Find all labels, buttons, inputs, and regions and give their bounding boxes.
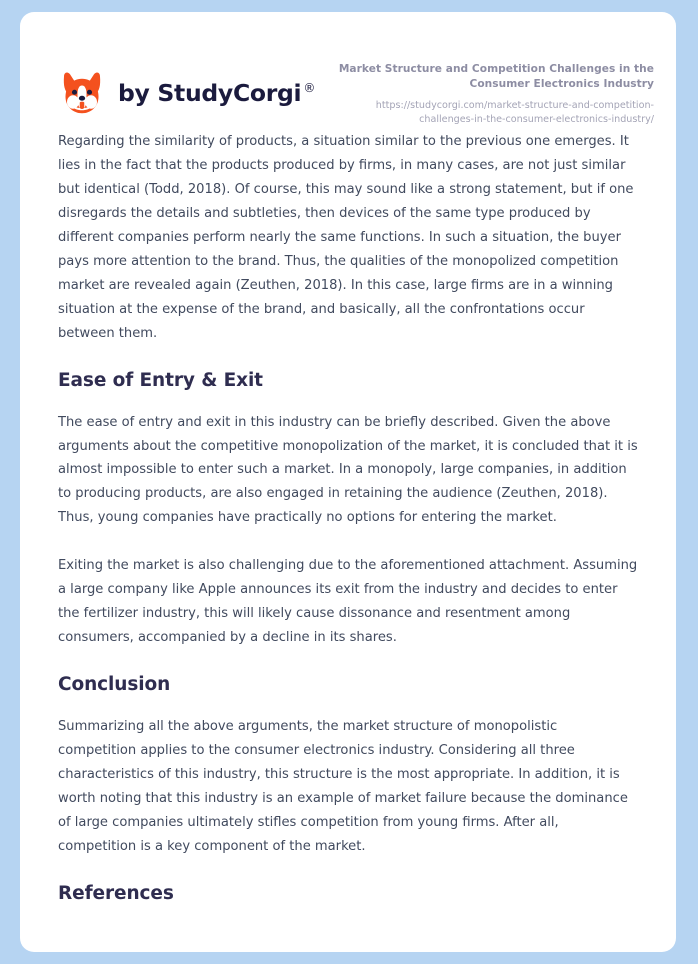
corgi-logo-icon [58,69,106,117]
paragraph-entry: The ease of entry and exit in this industry can be briefly described. Given the above arguments about the competitive monopolization of the market, it is concluded that it is almost impossible to enter such a market. In a monopoly, large companies, in addition to producing products, are also engaged in retaining the audience (Zeuthen, 2018). Thus, young companies have practically no options for entering the market. [58,414,638,526]
header-metadata [334,60,654,127]
brand-wordmark-text: by StudyCorgi [118,79,302,107]
brand-lockup[interactable] [58,69,315,117]
document-title: Market Structure and Competition Challenges in the Consumer Electronics Industry [338,62,654,90]
heading-ease-of-entry-exit: Ease of Entry & Exit [58,369,263,391]
document-body [20,130,676,904]
registered-trademark-icon: ® [303,81,316,96]
heading-conclusion: Conclusion [58,674,171,696]
document-source-url[interactable]: https://studycorgi.com/market-structure-and-competition-challenges-in-the-consumer-electronics-industry/ [375,99,654,125]
document-header [20,12,676,130]
paragraph-conclusion: Summarizing all the above arguments, the market structure of monopolistic competition applies to the consumer electronics industry. Considering all three characteristics of this industry, this structure is the most appropriate. In addition, it is worth noting that this industry is an example of market failure because the dominance of large companies ultimately stifles competition from young firms. After all, competition is a key component of the market. [58,719,628,854]
heading-references: References [58,882,174,904]
document-page-card [20,12,676,952]
paragraph-similarity: Regarding the similarity of products, a situation similar to the previous one emerges. It lies in the fact that the products produced by firms, in many cases, are not just similar but identical (Todd, 2018). Of course, this may sound like a strong statement, but if one disregards the details and subtleties, then devices of the same type produced by different companies perform nearly the same functions. In such a situation, the buyer pays more attention to the brand. Thus, the qualities of the monopolized competition market are revealed again (Zeuthen, 2018). In this case, large firms are in a winning situation at the expense of the brand, and basically, all the confrontations occur between them. [58,134,634,341]
brand-wordmark [118,79,315,107]
paragraph-exit: Exiting the market is also challenging due to the aforementioned attachment. Assuming a large company like Apple announces its exit from the industry and decides to enter the fertilizer industry, this will likely cause dissonance and resentment among consumers, accompanied by a decline in its shares. [58,558,638,646]
